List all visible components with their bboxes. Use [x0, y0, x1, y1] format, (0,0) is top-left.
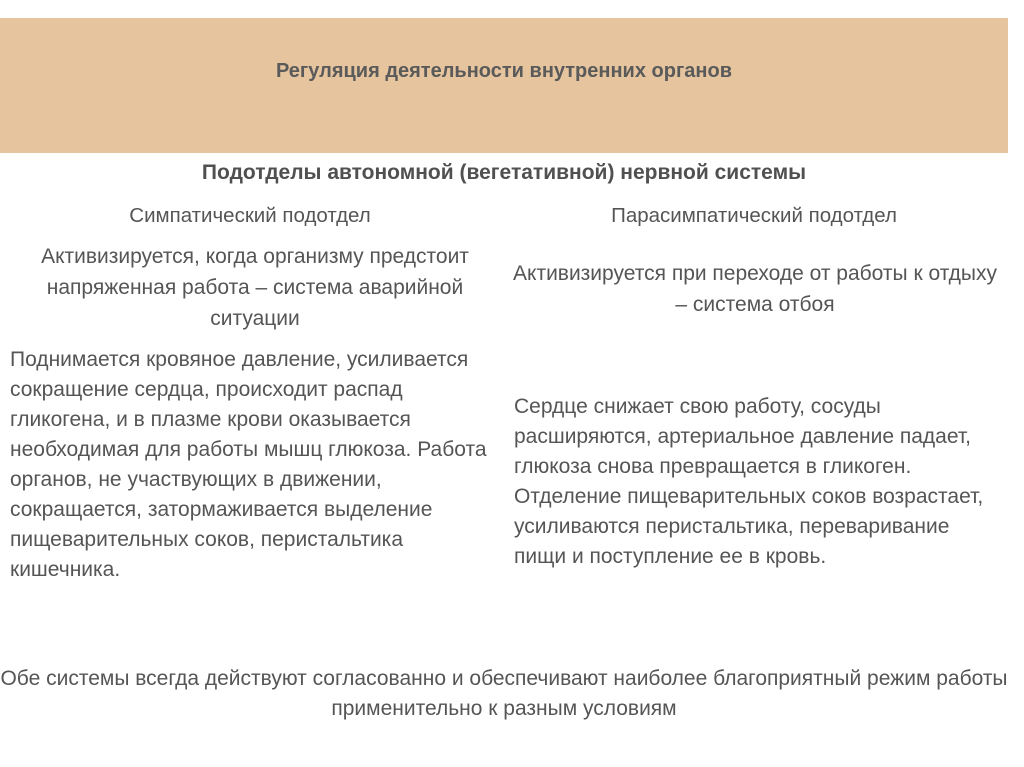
parasympathetic-detail: Сердце снижает свою работу, сосуды расширяются, артериальное давление падает, глюкоза снова превращается в гликоген. Отделение пищеварительных соков возрастает, усиливаются перистальтика, переваривание пищи и поступление ее в кровь. — [514, 395, 984, 568]
sympathetic-heading: Симпатический подотдел — [129, 204, 371, 227]
footer-note: Обе системы всегда действуют согласованно и обеспечивают наиболее благоприятный режим работы применительно к разным условиям — [0, 667, 1008, 720]
slide-subtitle: Подотделы автономной (вегетативной) нервной системы — [201, 161, 807, 184]
parasympathetic-activation: Активизируется при переходе от работы к отдыху – система отбоя — [513, 262, 997, 316]
sympathetic-detail: Поднимается кровяное давление, усиливается сокращение сердца, происходит распад гликогена, и в плазме крови оказывается необходимая для работы мышц глюкоза. Работа органов, не участвующих в движении, сокращается, затормаживается выделение пищеварительных соков, перистальтика кишечника. — [10, 348, 487, 581]
header-band — [0, 18, 1008, 153]
sympathetic-activation: Активизируется, когда организму предстоит напряженная работа – система аварийной ситуации — [41, 245, 469, 330]
parasympathetic-heading: Парасимпатический подотдел — [611, 204, 897, 227]
slide-title: Регуляция деятельности внутренних органов — [275, 60, 733, 82]
